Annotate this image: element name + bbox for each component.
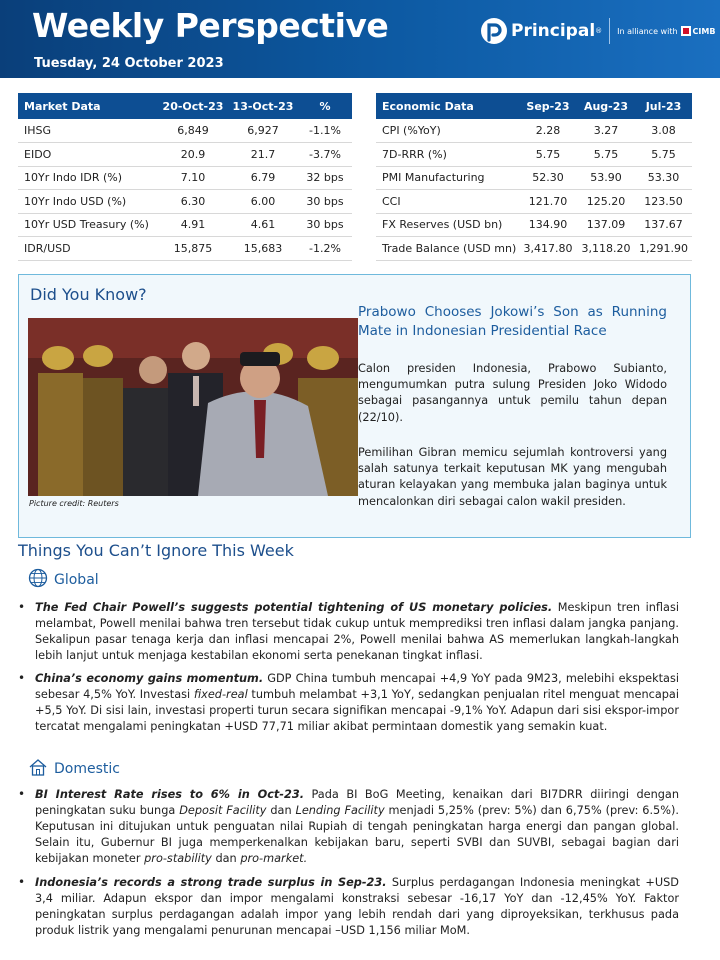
table-cell: 4.91 (158, 213, 228, 237)
news-paragraph: Calon presiden Indonesia, Prabowo Subianto, mengumumkan putra sulung Presiden Joko Widodo sebagai pasangannya untuk pemilu tahun depan (22/10). (358, 362, 667, 424)
table-cell: 52.30 (519, 166, 577, 190)
table-cell: 30 bps (298, 190, 352, 214)
domestic-label: Domestic (54, 761, 120, 777)
table-row (18, 143, 352, 167)
bullet-italic-term: fixed-real (193, 687, 248, 701)
table-cell: 5.75 (577, 143, 635, 167)
table-cell: 3,118.20 (577, 237, 635, 261)
table-cell: IDR/USD (18, 237, 158, 261)
table-cell: 121.70 (519, 190, 577, 214)
table-row (18, 190, 352, 214)
table-cell: 10Yr USD Treasury (%) (18, 213, 158, 237)
table-cell: PMI Manufacturing (376, 166, 519, 190)
table-cell: IHSG (18, 119, 158, 143)
bullet-text: Meskipun tren inflasi melambat, Powell menilai bahwa tren tersebut tidak cukup untuk memprediksi tren inflasi dalam jangka panjang. Sekalipun pasar tenaga kerja dan inflasi mencapai 2%, Powell menilai bahwa AS memerlukan langkah-langkah lebih lanjut untuk menjaga kestabilan ekonomi serta penekanan tingkat inflasi. (35, 601, 679, 662)
bullet-lead: BI Interest Rate rises to 6% in Oct-23. (35, 788, 304, 801)
table-row (18, 119, 352, 143)
news-bullet (18, 600, 679, 664)
table-cell: -3.7% (298, 143, 352, 167)
news-paragraph: Pemilihan Gibran memicu sejumlah kontroversi yang salah satunya terkait keputusan MK yang mengubah aturan kelayakan yang membuka jalan baginya untuk mencalonkan diri sebagai calon wakil presiden. (358, 446, 667, 508)
bullet-text: dan (266, 803, 296, 817)
principal-logo (480, 16, 715, 46)
table-cell: 15,683 (228, 237, 298, 261)
table-cell: 3.27 (577, 119, 635, 143)
did-you-know-box (18, 274, 691, 538)
globe-icon (28, 568, 54, 592)
table-cell: 5.75 (519, 143, 577, 167)
market-data-table (18, 93, 352, 261)
news-photo (28, 318, 358, 496)
bullet-text: GDP China tumbuh mencapai +4,9 YoY pada 9M23, melebihi ekspektasi sebesar 4,5% YoY. Investasi (35, 672, 679, 701)
photo-credit: Picture credit: Reuters (29, 499, 119, 508)
principal-logo-icon (480, 16, 508, 46)
table-header-row (376, 93, 692, 119)
bullet-italic-term: pro-stability (144, 851, 212, 865)
bullet-text: dan (211, 851, 241, 865)
table-cell: 123.50 (635, 190, 692, 214)
cimb-logo-icon (681, 26, 691, 36)
table-header-cell: Sep-23 (519, 93, 577, 119)
logo-name: Principal (511, 21, 596, 41)
bullet-italic-term: pro-market. (240, 851, 308, 865)
header-banner (0, 0, 720, 78)
table-cell: 53.30 (635, 166, 692, 190)
alliance-label (617, 26, 715, 36)
table-cell: 134.90 (519, 213, 577, 237)
did-you-know-title: Did You Know? (30, 285, 147, 304)
section-title: Things You Can’t Ignore This Week (18, 541, 294, 560)
logo-divider (609, 18, 610, 44)
table-row (18, 213, 352, 237)
table-cell: 125.20 (577, 190, 635, 214)
table-header-cell: Market Data (18, 93, 158, 119)
news-bullet (18, 787, 679, 867)
table-cell: CPI (%YoY) (376, 119, 519, 143)
table-header-cell: 13-Oct-23 (228, 93, 298, 119)
bullet-lead: China’s economy gains momentum. (35, 672, 264, 685)
table-cell: 2.28 (519, 119, 577, 143)
bullet-italic-term: Deposit Facility (179, 803, 267, 817)
table-cell: 5.75 (635, 143, 692, 167)
page-title: Weekly Perspective (32, 6, 389, 45)
table-row (18, 237, 352, 261)
table-header-cell: Aug-23 (577, 93, 635, 119)
table-cell: 15,875 (158, 237, 228, 261)
domestic-subheading (28, 757, 120, 781)
table-cell: 53.90 (577, 166, 635, 190)
bullet-text: Surplus perdagangan Indonesia meningkat +USD 3,4 miliar. Adapun ekspor dan impor mengalami konstraksi sebesar -16,17 YoY dan -12,45% YoY. Faktor peningkatan surplus perdagangan adalah impor yang lebih rendah dari yang diproyeksikan, terkhusus pada produk listrik yang mengalami penurunan mencapai –USD 1,156 miliar MoM. (35, 876, 679, 937)
table-row (376, 237, 692, 261)
bullet-text: tumbuh melambat +3,1 YoY, sedangkan penjualan ritel menguat mencapai +5,5 YoY. Di sisi lain, investasi properti turun secara signifikan mencapai -9,1% YoY. Adapun dari sisi ekspor-impor tercatat mengalami peningkatan +USD 77,71 miliar akibat permintaan domestik yang semakin kuat. (35, 687, 679, 733)
table-cell: 7D-RRR (%) (376, 143, 519, 167)
table-cell: CCI (376, 190, 519, 214)
table-cell: FX Reserves (USD bn) (376, 213, 519, 237)
news-headline: Prabowo Chooses Jokowi’s Son as Running Mate in Indonesian Presidential Race (358, 304, 667, 339)
table-row (18, 166, 352, 190)
cimb-name: CIMB (692, 26, 716, 36)
news-bullet (18, 671, 679, 735)
table-cell: 137.67 (635, 213, 692, 237)
bullet-italic-term: Lending Facility (295, 803, 385, 817)
table-cell: 1,291.90 (635, 237, 692, 261)
table-cell: 6,927 (228, 119, 298, 143)
issue-date: Tuesday, 24 October 2023 (34, 56, 224, 71)
table-cell: 3.08 (635, 119, 692, 143)
table-cell: 6,849 (158, 119, 228, 143)
table-cell: 6.30 (158, 190, 228, 214)
bullet-lead: The Fed Chair Powell’s suggests potential tightening of US monetary policies. (35, 601, 553, 614)
table-cell: 137.09 (577, 213, 635, 237)
news-bullet (18, 875, 679, 939)
table-row (376, 143, 692, 167)
table-cell: 6.79 (228, 166, 298, 190)
table-header-cell: 20-Oct-23 (158, 93, 228, 119)
table-cell: -1.1% (298, 119, 352, 143)
table-cell: 20.9 (158, 143, 228, 167)
table-header-cell: Jul-23 (635, 93, 692, 119)
table-cell: 21.7 (228, 143, 298, 167)
table-cell: EIDO (18, 143, 158, 167)
table-cell: 10Yr Indo IDR (%) (18, 166, 158, 190)
table-row (376, 166, 692, 190)
bullet-lead: Indonesia’s records a strong trade surplus in Sep-23. (35, 876, 387, 889)
table-cell: 32 bps (298, 166, 352, 190)
table-row (376, 119, 692, 143)
table-header-cell: Economic Data (376, 93, 519, 119)
table-cell: 30 bps (298, 213, 352, 237)
bullet-text: menjadi 5,25% (prev: 5%) dan 6,75% (prev: 6.5%). Keputusan ini ditujukan untuk penguatan nilai Rupiah di tengah peningkatan harga energi dan pangan global. Selain itu, Gubernur BI juga memperkenalkan kebijakan baru, seperti SVBI dan SUVBI, sebagai bagian dari kebijakan moneter (35, 803, 679, 865)
table-cell: 10Yr Indo USD (%) (18, 190, 158, 214)
bullet-text: Pada BI BoG Meeting, kenaikan dari BI7DRR diiringi dengan peningkatan suku bunga (35, 788, 679, 817)
table-header-cell: % (298, 93, 352, 119)
table-header-row (18, 93, 352, 119)
table-cell: 4.61 (228, 213, 298, 237)
table-cell: 7.10 (158, 166, 228, 190)
house-icon (28, 757, 54, 781)
logo-registered-mark: ® (595, 27, 603, 35)
global-label: Global (54, 572, 99, 588)
alliance-text: In alliance with (617, 26, 678, 36)
table-cell: 3,417.80 (519, 237, 577, 261)
table-row (376, 213, 692, 237)
table-cell: -1.2% (298, 237, 352, 261)
economic-data-table (376, 93, 692, 261)
table-row (376, 190, 692, 214)
global-subheading (28, 568, 99, 592)
table-cell: 6.00 (228, 190, 298, 214)
table-cell: Trade Balance (USD mn) (376, 237, 519, 261)
